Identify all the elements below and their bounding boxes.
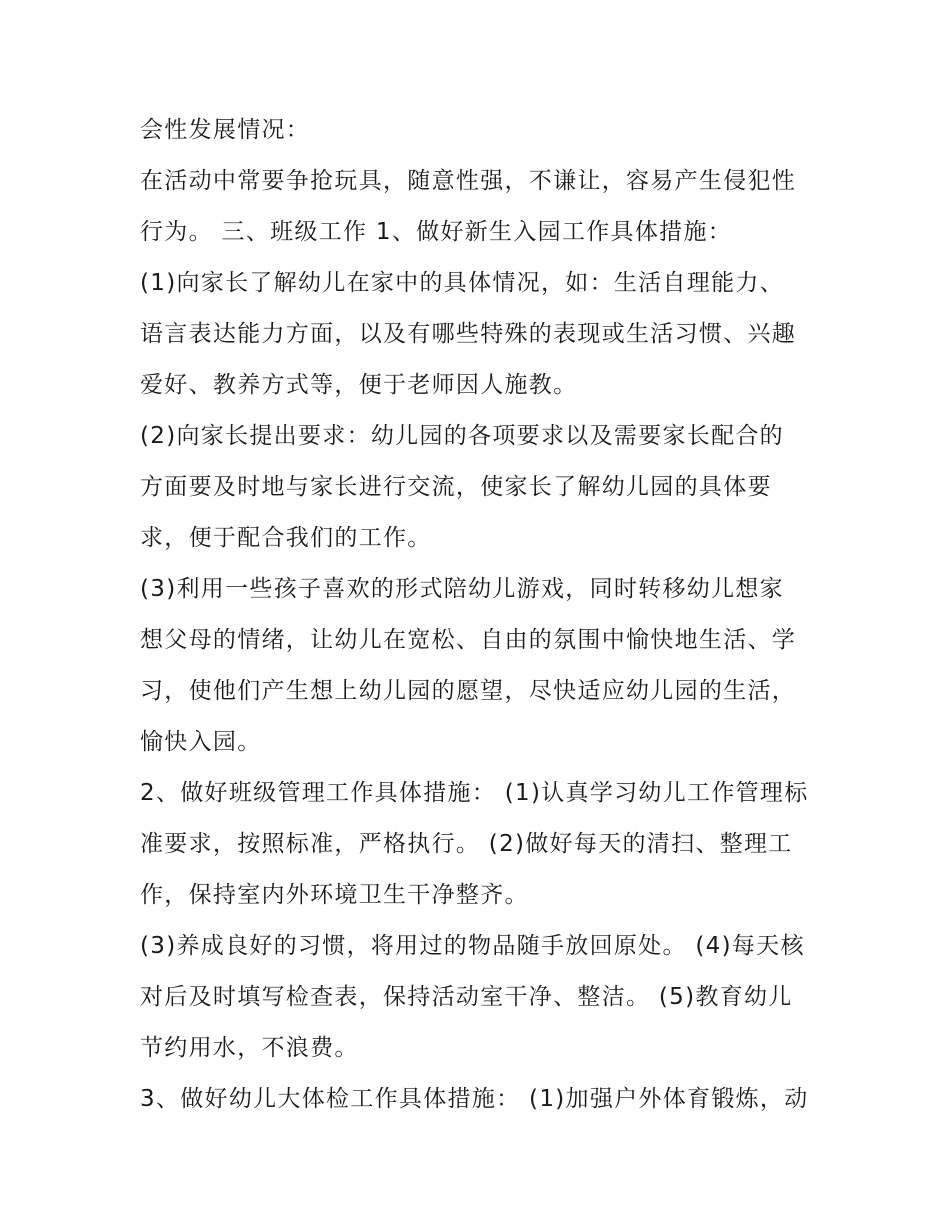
text-line: 方面要及时地与家长进行交流，使家长了解幼儿园的具体要: [140, 474, 772, 500]
text-line: 愉快入园。: [140, 729, 262, 755]
text-line: (1)向家长了解幼儿在家中的具体情况，如：生活自理能力、: [140, 270, 784, 296]
text-line: (3)利用一些孩子喜欢的形式陪幼儿游戏，同时转移幼儿想家: [140, 576, 784, 602]
text-line: 节约用水，不浪费。: [140, 1035, 359, 1061]
text-line: 作，保持室内外环境卫生干净整齐。: [140, 882, 529, 908]
text-line: 语言表达能力方面，以及有哪些特殊的表现或生活习惯、兴趣: [140, 321, 797, 347]
text-line: 3、做好幼儿大体检工作具体措施： (1)加强户外体育锻炼，动: [140, 1086, 809, 1112]
text-line: 准要求，按照标准，严格执行。 (2)做好每天的清扫、整理工: [140, 831, 793, 857]
text-line: 求，便于配合我们的工作。: [140, 525, 432, 551]
text-line: 会性发展情况：: [140, 117, 311, 143]
text-line: (2)向家长提出要求：幼儿园的各项要求以及需要家长配合的: [140, 423, 784, 449]
text-line: 在活动中常要争抢玩具，随意性强，不谦让，容易产生侵犯性: [140, 168, 797, 194]
text-line: 2、做好班级管理工作具体措施： (1)认真学习幼儿工作管理标: [140, 780, 809, 806]
text-line: 爱好、教养方式等，便于老师因人施教。: [140, 372, 578, 398]
text-line: 习，使他们产生想上幼儿园的愿望，尽快适应幼儿园的生活，: [140, 678, 797, 704]
text-line: (3)养成良好的习惯，将用过的物品随手放回原处。 (4)每天核: [140, 933, 805, 959]
text-line: 行为。 三、班级工作 1、做好新生入园工作具体措施：: [140, 219, 733, 245]
text-line: 想父母的情绪，让幼儿在宽松、自由的氛围中愉快地生活、学: [140, 627, 797, 653]
text-line: 对后及时填写检查表，保持活动室干净、整洁。 (5)教育幼儿: [140, 984, 793, 1010]
